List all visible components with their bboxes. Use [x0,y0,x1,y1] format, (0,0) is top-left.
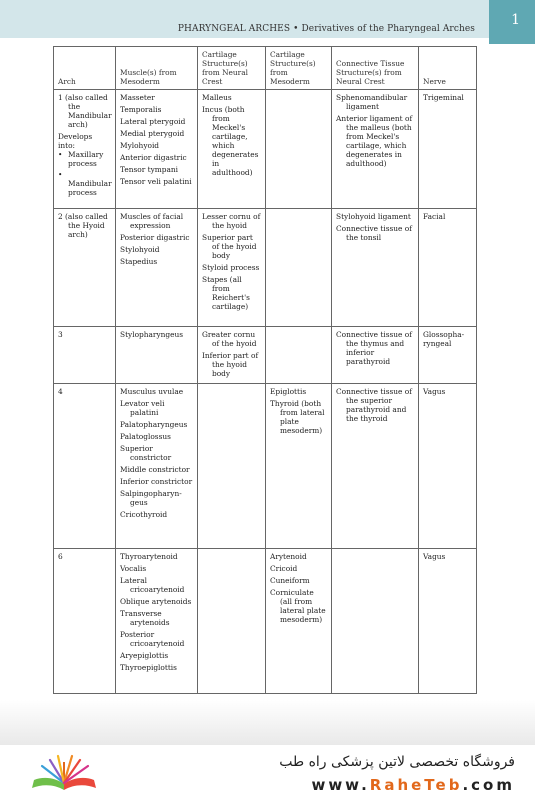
cartilage-nc-item: Greater cornu of the hyoid [202,330,257,348]
muscle-item: Transverse arytenoids [120,609,170,627]
table-row [54,384,477,549]
muscle-item: Muscles of facial expression [120,212,184,230]
running-title: PHARYNGEAL ARCHES • Derivatives of the Pharyngeal Arches [177,24,475,34]
col-header-cartilage-neural-crest: Cartilage Structure(s) from Neural Crest [198,47,266,90]
cartilage-nc-item: Superior part of the hyoid body [202,233,257,260]
cell-cartilage-mesoderm [266,549,332,694]
page-number-tab [489,0,535,44]
muscle-item: Posterior digastric [120,233,190,242]
connective-item: Stylohyoid ligament [336,212,411,221]
arch-bullet: • Maxillary process [58,150,111,168]
muscle-item: Thyroarytenoid [120,552,178,561]
cell-cartilage-mesoderm [266,384,332,549]
cell-connective-tissue [332,90,419,209]
url-prefix: www. [311,776,370,794]
cell-nerve: Vagus [419,384,477,549]
arch-label: 1 (also called the Mandibular arch) [58,93,112,129]
cell-cartilage-neural-crest [198,90,266,209]
muscle-item: Lateral pterygoid [120,117,186,126]
muscle-item: Lateral cricoarytenoid [120,576,185,594]
arch-label: 2 (also called the Hyoid arch) [58,212,108,239]
cell-connective-tissue [332,384,419,549]
arch-bullet: • Mandibular process [58,170,111,197]
table-row [54,549,477,694]
muscle-item: Tensor tympani [120,165,179,174]
cell-connective-tissue [332,327,419,384]
cartilage-meso-item: Thyroid (both from lateral plate mesoderm) [270,399,325,435]
footer-shadow [0,700,535,745]
connective-item: Connective tissue of the tonsil [336,224,412,242]
cartilage-nc-item: Incus (both from Meckel's cartilage, which degenerates in adulthood) [202,105,259,177]
muscle-item: Middle constrictor [120,465,190,474]
muscle-item: Medial pterygoid [120,129,185,138]
cell-nerve: Trigeminal [419,90,477,209]
col-header-connective-tissue: Connective Tissue Structure(s) from Neural Crest [332,47,419,90]
muscle-item: Musculus uvulae [120,387,184,396]
muscle-item: Stylohyoid [120,245,160,254]
cartilage-meso-item: Epiglottis [270,387,307,396]
cartilage-meso-item: Cricoid [270,564,298,573]
cell-arch [54,384,116,549]
cell-cartilage-neural-crest [198,327,266,384]
arches-table [53,46,477,694]
connective-item: Sphenomandibular ligament [336,93,408,111]
muscle-item: Stapedius [120,257,158,266]
cell-arch [54,549,116,694]
muscle-item: Palatoglossus [120,432,171,441]
muscle-item: Cricothyroid [120,510,168,519]
muscle-item: Stylopharyngeus [120,330,184,339]
cartilage-nc-item: Malleus [202,93,232,102]
muscle-item: Tensor veli palatini [120,177,192,186]
muscle-item: Salpingopharyn-geus [120,489,182,507]
cartilage-meso-item: Arytenoid [270,552,307,561]
connective-item: Connective tissue of the superior parathyroid and the thyroid [336,387,412,423]
muscle-item: Palatopharyngeus [120,420,188,429]
cartilage-meso-item: Corniculate (all from lateral plate mesoderm) [270,588,326,624]
cartilage-nc-item: Styloid process [202,263,260,272]
table-row [54,327,477,384]
muscle-item: Thyroepiglottis [120,663,177,672]
muscle-item: Mylohyoid [120,141,160,150]
cell-muscles [116,90,198,209]
cell-cartilage-neural-crest [198,549,266,694]
store-name: فروشگاه تخصصی لاتین پزشکی راه طب [279,754,515,770]
cartilage-nc-item: Lesser cornu of the hyoid [202,212,261,230]
muscle-item: Superior constrictor [120,444,172,462]
cell-cartilage-mesoderm [266,327,332,384]
muscle-item: Inferior constrictor [120,477,193,486]
cell-muscles [116,327,198,384]
cartilage-nc-item: Inferior part of the hyoid body [202,351,259,378]
open-book-logo-icon [28,754,100,794]
cell-arch [54,90,116,209]
cell-arch [54,209,116,327]
cell-nerve: Glossopha-ryngeal [419,327,477,384]
table-row [54,90,477,209]
connective-item: Anterior ligament of the malleus (both from Meckel's cartilage, which degenerates in adulthood) [336,114,413,168]
muscle-item: Oblique arytenoids [120,597,192,606]
cell-connective-tissue [332,209,419,327]
url-brand: RaheTeb [369,776,463,794]
muscle-item: Vocalis [120,564,147,573]
cell-muscles [116,384,198,549]
col-header-nerve: Nerve [419,47,477,90]
muscle-item: Masseter [120,93,155,102]
muscle-item: Anterior digastric [120,153,187,162]
col-header-muscles: Muscle(s) from Mesoderm [116,47,198,90]
cell-cartilage-mesoderm [266,209,332,327]
cartilage-nc-item: Stapes (all from Reichert's cartilage) [202,275,250,311]
arch-label: 6 [58,552,63,561]
col-header-cartilage-mesoderm: Cartilage Structure(s) from Mesoderm [266,47,332,90]
cartilage-meso-item: Cuneiform [270,576,310,585]
store-url[interactable] [311,776,515,794]
table-row [54,209,477,327]
cell-cartilage-mesoderm [266,90,332,209]
muscle-item: Aryepiglottis [120,651,169,660]
page-number: 1 [511,12,520,28]
cell-arch [54,327,116,384]
col-header-arch: Arch [54,47,116,90]
cell-cartilage-neural-crest [198,384,266,549]
cell-nerve: Vagus [419,549,477,694]
running-header [0,0,535,38]
cell-muscles [116,209,198,327]
muscle-item: Levator veli palatini [120,399,165,417]
cell-muscles [116,549,198,694]
connective-item: Connective tissue of the thymus and inferior parathyroid [336,330,412,366]
arch-label: 3 [58,330,63,339]
cell-nerve: Facial [419,209,477,327]
arch-note: Develops into: [58,132,93,150]
arch-label: 4 [58,387,63,396]
url-suffix: .com [462,776,515,794]
cell-cartilage-neural-crest [198,209,266,327]
muscle-item: Temporalis [120,105,162,114]
cell-connective-tissue [332,549,419,694]
muscle-item: Posterior cricoarytenoid [120,630,185,648]
table-header-row [54,47,477,90]
